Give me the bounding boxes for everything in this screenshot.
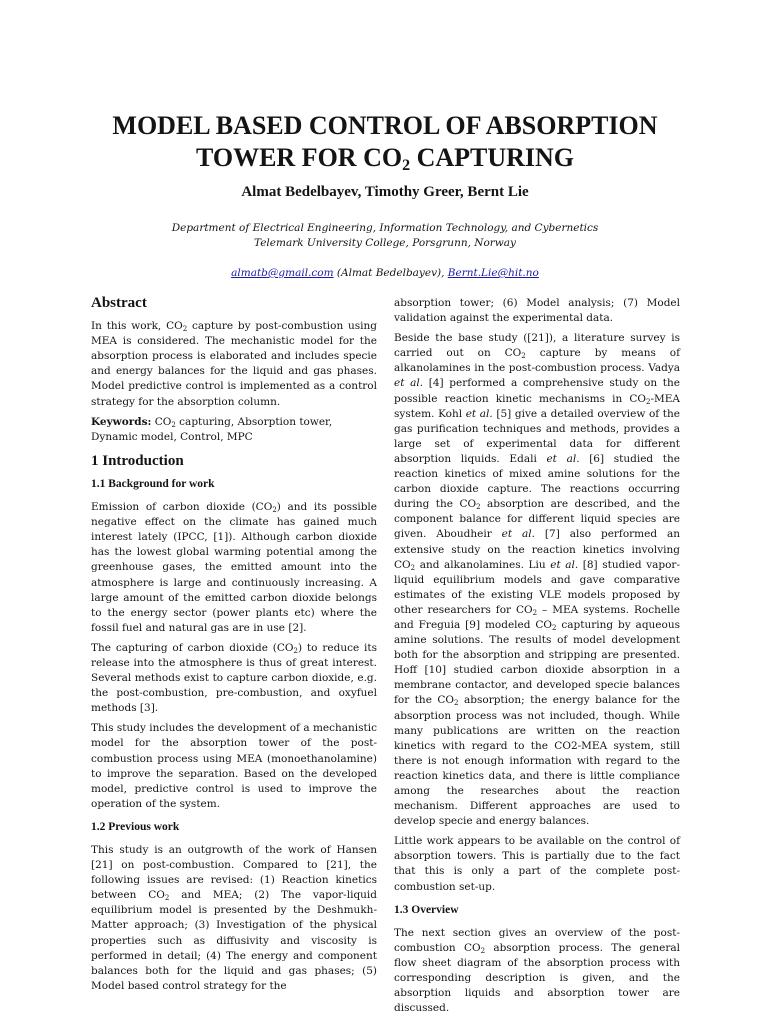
paper-title bbox=[60, 110, 710, 174]
affiliation bbox=[60, 221, 710, 251]
subsection-heading-background: 1.1 Background for work bbox=[91, 477, 215, 490]
email-link-bedelbayev[interactable]: almatb@gmail.com bbox=[231, 267, 334, 279]
title-line-2-end: CAPTURING bbox=[410, 143, 575, 172]
affiliation-line-2: Telemark University College, Porsgrunn, Norway bbox=[254, 237, 516, 249]
email-link-lie[interactable]: Bernt.Lie@hit.no bbox=[447, 267, 539, 279]
paragraph-control-work: Little work appears to be available on the control of absorption towers. This is partially due to the fact that this is only a part of the complete post-combustion set-up. bbox=[394, 835, 680, 893]
title-line-2 bbox=[60, 142, 710, 174]
title-subscript: 2 bbox=[402, 157, 411, 174]
section-heading-introduction: 1 Introduction bbox=[91, 452, 184, 469]
left-column bbox=[91, 296, 377, 999]
abstract-text: In this work, $CO_2$ capture by post-combustion using MEA is considered. The mechanistic model for the absorption process is elaborated and includes specie and energy balances for the liquid and gas phases. Model predictive control is implemented as a control strategy for the absorption column. bbox=[91, 320, 378, 408]
contact-emails bbox=[60, 267, 710, 279]
subsection-heading-overview: 1.3 Overview bbox=[394, 903, 459, 916]
keywords: Keywords: $CO_2$ capturing, Absorption tower, Dynamic model, Control, MPC bbox=[91, 415, 333, 443]
title-line-1: MODEL BASED CONTROL OF ABSORPTION bbox=[112, 111, 658, 140]
paragraph-background-2: The capturing of carbon dioxide $(CO_2)$ to reduce its release into the atmosphere is thus of great interest. Several methods exist to capture carbon dioxide, e.g. the post-combustion, pre-combustion, and oxyfuel methods [3]. bbox=[91, 641, 377, 715]
paragraph-previous-work: This study is an outgrowth of the work of Hansen [21] on post-combustion. Compared to [21], the following issues are revised: (1) Reaction kinetics between $CO_2$ and MEA; (2) The vapor-liquid equilibrium model is presented by the Deshmukh-Matter approach; (3) Investigation of the physical properties such as diffusivity and viscosity is performed in detail; (4) The energy and component balances both for the liquid and gas phases; (5) Model based control strategy for the bbox=[91, 844, 378, 992]
authors: Almat Bedelbayev, Timothy Greer, Bernt Lie bbox=[241, 184, 529, 200]
affiliation-line-1: Department of Electrical Engineering, Information Technology, and Cybernetics bbox=[171, 222, 599, 234]
paragraph-background-1: Emission of carbon dioxide $(CO_2)$ and its possible negative effect on the climate has gained much interest lately (IPCC, [1]). Although carbon dioxide has the lowest global warming potential among the greenhouse gases, the emitted amount into the atmosphere is large and continuously increasing. A large amount of the emitted carbon dioxide belongs to the energy sector (power plants etc) where the fossil fuel and natural gas are in use [2]. bbox=[91, 501, 377, 634]
subsection-heading-previous-work: 1.2 Previous work bbox=[91, 820, 180, 833]
paragraph-background-3: This study includes the development of a mechanistic model for the absorption tower of the post-combustion process using MEA (monoethanolamine) to improve the separation. Based on the developed model, predictive control is used to improve the operation of the system. bbox=[91, 722, 377, 810]
paragraph-previous-work-cont: absorption tower; (6) Model analysis; (7) Model validation against the experimental data. bbox=[394, 297, 680, 325]
paragraph-literature-survey: Beside the base study ([21]), a literature survey is carried out on $CO_2$ capture by means of alkanolamines in the post-combustion process. Vadya et al. [4] performed a comprehensive study on the possible reaction kinetic mechanisms in $CO_2$-MEA system. Kohl et al. [5] give a detailed overview of the gas purification techniques and methods, provides a large set of experimental data for different absorption liquids. Edali et al. [6] studied the reaction kinetics of mixed amine solutions for the carbon dioxide capture. The reactions occurring during the $CO_2$ absorption are described, and the component balance for different liquid species are given. Aboudheir et al. [7] also performed an extensive study on the reaction kinetics involving $CO_2$ and alkanolamines. Liu et al. [8] studied vapor-liquid equilibrium models and gave comparative estimates of the existing VLE models proposed by other researchers for $CO_2$ – MEA systems. Rochelle and Freguia [9] modeled $CO_2$ capturing by aqueous amine solutions. The results of model development both for the absorption and stripping are presented. Hoff [10] studied carbon dioxide absorption in a membrane contactor, and developed specie balances for the $CO_2$ absorption; the energy balance for the absorption process was not included, though. While many publications are written on the reaction kinetics with regard to the CO2-MEA system, still there is not enough information with regard to the reaction kinetics data, and there is little compliance among the researches about the reaction mechanism. Different approaches are used to develop specie and energy balances. bbox=[394, 332, 681, 828]
right-column bbox=[394, 296, 680, 1021]
abstract-heading: Abstract bbox=[91, 295, 147, 311]
email-owner-label: (Almat Bedelbayev), bbox=[336, 267, 445, 279]
paragraph-overview: The next section gives an overview of the post-combustion $CO_2$ absorption process. The general flow sheet diagram of the absorption process with corresponding description is given, and the absorption liquids and absorption tower are discussed. bbox=[394, 926, 680, 1015]
title-line-2-start: TOWER FOR CO bbox=[195, 143, 403, 172]
